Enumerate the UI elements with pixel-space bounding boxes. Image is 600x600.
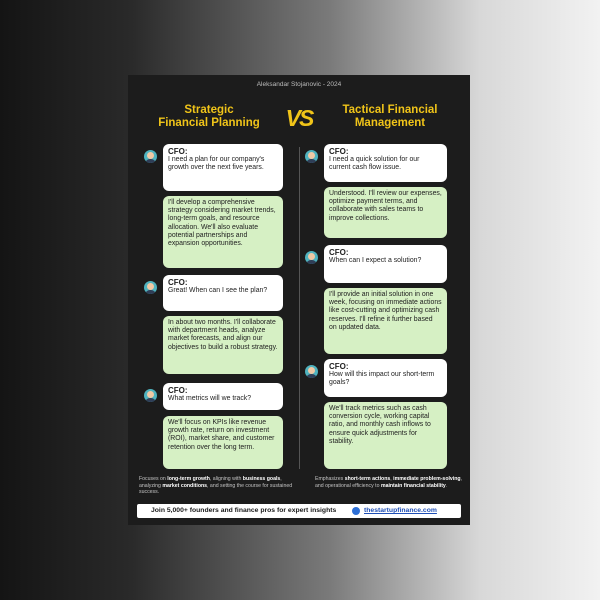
cfo-question-bubble [324,144,447,182]
vs-logo: VS [285,105,313,131]
footer-text: Join 5,000+ founders and finance pros for expert insights [151,507,337,514]
answer-text: I'll develop a comprehensive strategy considering market trends, long-term goals, and resource allocation. We'll also evaluate potential partnerships and expansion opportunities. [168,199,276,248]
cfo-question-bubble [163,144,283,191]
answer-text: We'll focus on KPIs like revenue growth rate, return on investment (ROI), market share, and customer retention over the long term. [168,419,275,451]
answer-bubble [163,196,283,268]
right-title-line-1: Tactical Financial [342,104,438,116]
cfo-question-bubble [163,275,283,311]
right-summary: Emphasizes short-term actions, immediate problem-solving, and operational efficiency to maintain financial stability. [315,476,463,489]
question-text: When can I expect a solution? [329,257,422,264]
right-title-line-2: Management [354,116,426,129]
website-link[interactable]: thestartupfinance.com [364,507,437,514]
answer-text: I'll provide an initial solution in one week, focusing on immediate actions like cost-cutting and optimizing cash reserves. I'll refine it further based on updated data. [329,291,442,331]
question-text: Great! When can I see the plan? [168,287,268,294]
right-chat-column [299,75,470,525]
answer-text: We'll track metrics such as cash conversion cycle, working capital ratio, and monthly cash inflows to ensure quick adjustments for stability. [329,405,431,445]
answer-bubble [324,402,447,469]
answer-bubble [163,416,283,469]
left-chat-column [128,75,299,525]
cfo-label: CFO: [329,362,349,371]
cfo-avatar-icon [305,251,318,264]
cfo-label: CFO: [329,147,349,156]
cfo-avatar-icon [144,150,157,163]
question-text: What metrics will we track? [168,395,252,402]
infographic-poster [128,75,470,525]
cfo-label: CFO: [168,278,188,287]
globe-icon [352,507,360,515]
cfo-avatar-icon [305,150,318,163]
footer-banner [137,504,461,518]
answer-bubble [324,288,447,354]
cfo-avatar-icon [305,365,318,378]
cfo-label: CFO: [329,248,349,257]
cfo-label: CFO: [168,386,188,395]
cfo-label: CFO: [168,147,188,156]
answer-bubble [324,187,447,238]
left-title-line-1: Strategic [184,104,234,116]
answer-text: Understood. I'll review our expenses, optimize payment terms, and collaborate with sales teams to improve collections. [329,190,442,222]
cfo-avatar-icon [144,389,157,402]
cfo-avatar-icon [144,281,157,294]
author-line: Aleksandar Stojanovic - 2024 [256,81,342,88]
question-text: I need a plan for our company's growth over the next five years. [168,156,265,172]
left-summary: Focuses on long-term growth, aligning with business goals, analyzing market conditions, and setting the course for sustained success. [139,476,293,495]
answer-bubble [163,316,283,374]
question-text: How will this impact our short-term goals? [329,371,435,387]
cfo-question-bubble [163,383,283,410]
left-title-line-2: Financial Planning [158,116,260,129]
cfo-question-bubble [324,359,447,397]
question-text: I need a quick solution for our current cash flow issue. [329,156,420,172]
answer-text: In about two months. I'll collaborate with department heads, analyze market forecasts, and align our objectives to build a robust strategy. [168,319,278,351]
cfo-question-bubble [324,245,447,283]
